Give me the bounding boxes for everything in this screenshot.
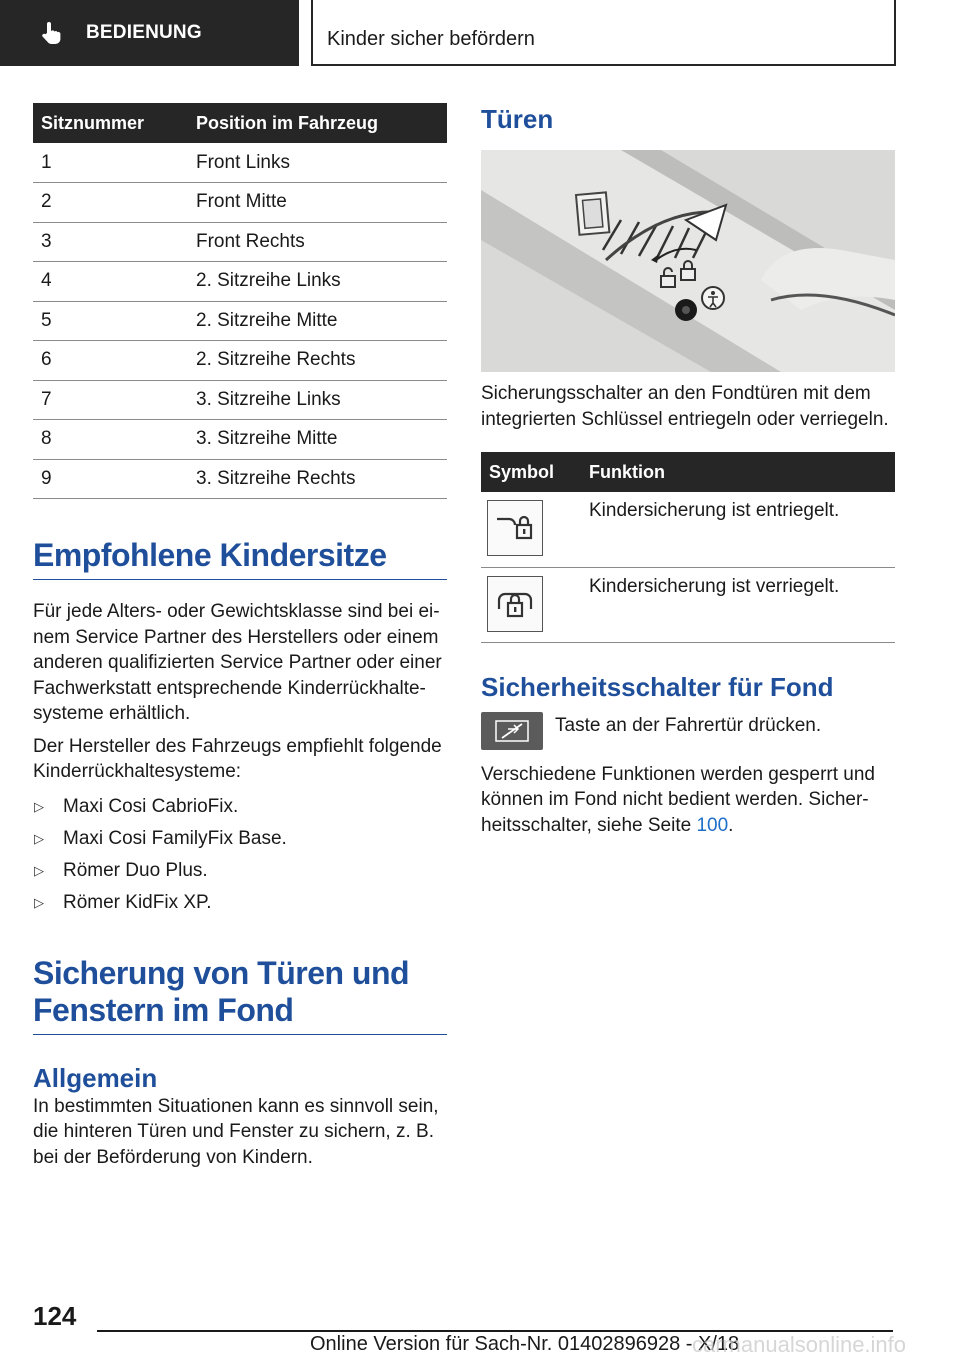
kindersitze-paragraph-2: Der Hersteller des Fahrzeugs empfiehlt folgende Kinderrückhaltesysteme: <box>33 735 442 782</box>
seat-position: 3. Sitzreihe Rechts <box>188 459 447 499</box>
seat-position: 2. Sitzreihe Links <box>188 262 447 302</box>
table-row <box>33 262 447 302</box>
seat-position: 2. Sitzreihe Mitte <box>188 301 447 341</box>
lock-closed-icon <box>487 576 543 632</box>
triangle-bullet-icon: ▷ <box>34 862 44 878</box>
lock-open-icon <box>487 500 543 556</box>
function-text: Kindersicherung ist entriegelt. <box>581 492 895 567</box>
page-100-link[interactable]: 100 <box>696 814 729 836</box>
sicherung-heading: Sicherung von Türen und Fenstern im Fond <box>33 955 447 1035</box>
table-row <box>33 341 447 381</box>
list-item <box>33 791 447 823</box>
seat-position: 3. Sitzreihe Mitte <box>188 420 447 460</box>
page-number: 124 <box>33 1301 77 1331</box>
door-lock-illustration-icon <box>481 150 895 372</box>
seat-position: 3. Sitzreihe Links <box>188 380 447 420</box>
seat-number: 7 <box>33 380 188 420</box>
kindersitze-list <box>33 791 447 919</box>
table-row <box>33 143 447 183</box>
seat-position: Front Mitte <box>188 183 447 223</box>
fond-button-row <box>481 712 895 750</box>
list-item-text: Römer Duo Plus. <box>63 859 208 881</box>
symbol-table-header <box>481 452 895 492</box>
seat-number: 6 <box>33 341 188 381</box>
seat-number: 4 <box>33 262 188 302</box>
function-text: Kindersicherung ist verriegelt. <box>581 567 895 642</box>
function-col-header: Funktion <box>581 452 895 492</box>
triangle-bullet-icon: ▷ <box>34 798 44 814</box>
list-item <box>33 887 447 919</box>
table-row <box>33 301 447 341</box>
seat-position: Front Rechts <box>188 222 447 262</box>
watermark-text: carmanualsonline.info <box>692 1332 907 1357</box>
list-item-text: Maxi Cosi FamilyFix Base. <box>63 827 287 849</box>
window-lock-button-icon <box>481 712 543 750</box>
table-row <box>33 420 447 460</box>
fond-paragraph-suffix: . <box>728 814 734 836</box>
fond-heading: Sicherheitsschalter für Fond <box>481 671 834 702</box>
seat-table-header <box>33 103 447 143</box>
table-row <box>481 492 895 567</box>
seat-position: 2. Sitzreihe Rechts <box>188 341 447 381</box>
seat-number: 8 <box>33 420 188 460</box>
list-item-text: Römer KidFix XP. <box>63 891 212 913</box>
seat-col-header: Sitznummer <box>33 103 188 143</box>
symbol-table <box>481 452 895 643</box>
seat-table <box>33 103 447 499</box>
table-row <box>33 380 447 420</box>
symbol-cell <box>481 567 581 642</box>
seat-number: 1 <box>33 143 188 183</box>
seat-number: 2 <box>33 183 188 223</box>
symbol-cell <box>481 492 581 567</box>
table-row <box>33 222 447 262</box>
allgemein-heading: Allgemein <box>33 1062 158 1093</box>
triangle-bullet-icon: ▷ <box>34 894 44 910</box>
page-header-title: Kinder sicher befördern <box>327 28 535 50</box>
table-row <box>33 459 447 499</box>
list-item <box>33 823 447 855</box>
tueren-caption: Sicherungsschalter an den Fondtüren mit dem integrierten Schlüssel entriegeln oder verriegeln. <box>481 383 889 430</box>
fond-button-text: Taste an der Fahrertür drücken. <box>555 714 822 736</box>
allgemein-paragraph: In bestimmten Situationen kann es sinnvoll sein, die hinteren Türen und Fenster zu sichern, z. B. bei der Beförderung von Kindern. <box>33 1095 439 1168</box>
door-lock-photo <box>481 150 895 372</box>
header-title-box <box>311 0 896 66</box>
left-column <box>33 103 447 1170</box>
table-row <box>481 567 895 642</box>
symbol-col-header: Symbol <box>481 452 581 492</box>
fond-paragraph <box>481 762 895 839</box>
triangle-bullet-icon: ▷ <box>34 830 44 846</box>
hand-pointer-icon <box>38 20 64 46</box>
header-section-tab <box>0 0 299 66</box>
right-column <box>481 103 895 838</box>
list-item-text: Maxi Cosi CabrioFix. <box>63 795 239 817</box>
seat-number: 9 <box>33 459 188 499</box>
fond-paragraph-text: Verschiedene Funktionen werden gesperrt und können im Fond nicht bedient werden. Sicherheitsschalter, siehe Seite <box>481 763 875 836</box>
position-col-header: Position im Fahrzeug <box>188 103 447 143</box>
tueren-heading: Türen <box>481 104 554 134</box>
list-item <box>33 855 447 887</box>
seat-position: Front Links <box>188 143 447 183</box>
kindersitze-paragraph-1: Für jede Alters- oder Gewichtsklasse sind bei einem Service Partner des Herstellers oder einem anderen qualifizierten Service Partner oder einer Fachwerkstatt entsprechende Kinderrückhaltesysteme erhältlich. <box>33 601 442 724</box>
table-row <box>33 183 447 223</box>
kindersitze-heading: Empfohlene Kindersitze <box>33 537 447 580</box>
seat-number: 3 <box>33 222 188 262</box>
section-label: BEDIENUNG <box>86 22 202 43</box>
footer-version-text: Online Version für Sach-Nr. 01402896928 - X/18 <box>310 1333 740 1355</box>
seat-number: 5 <box>33 301 188 341</box>
